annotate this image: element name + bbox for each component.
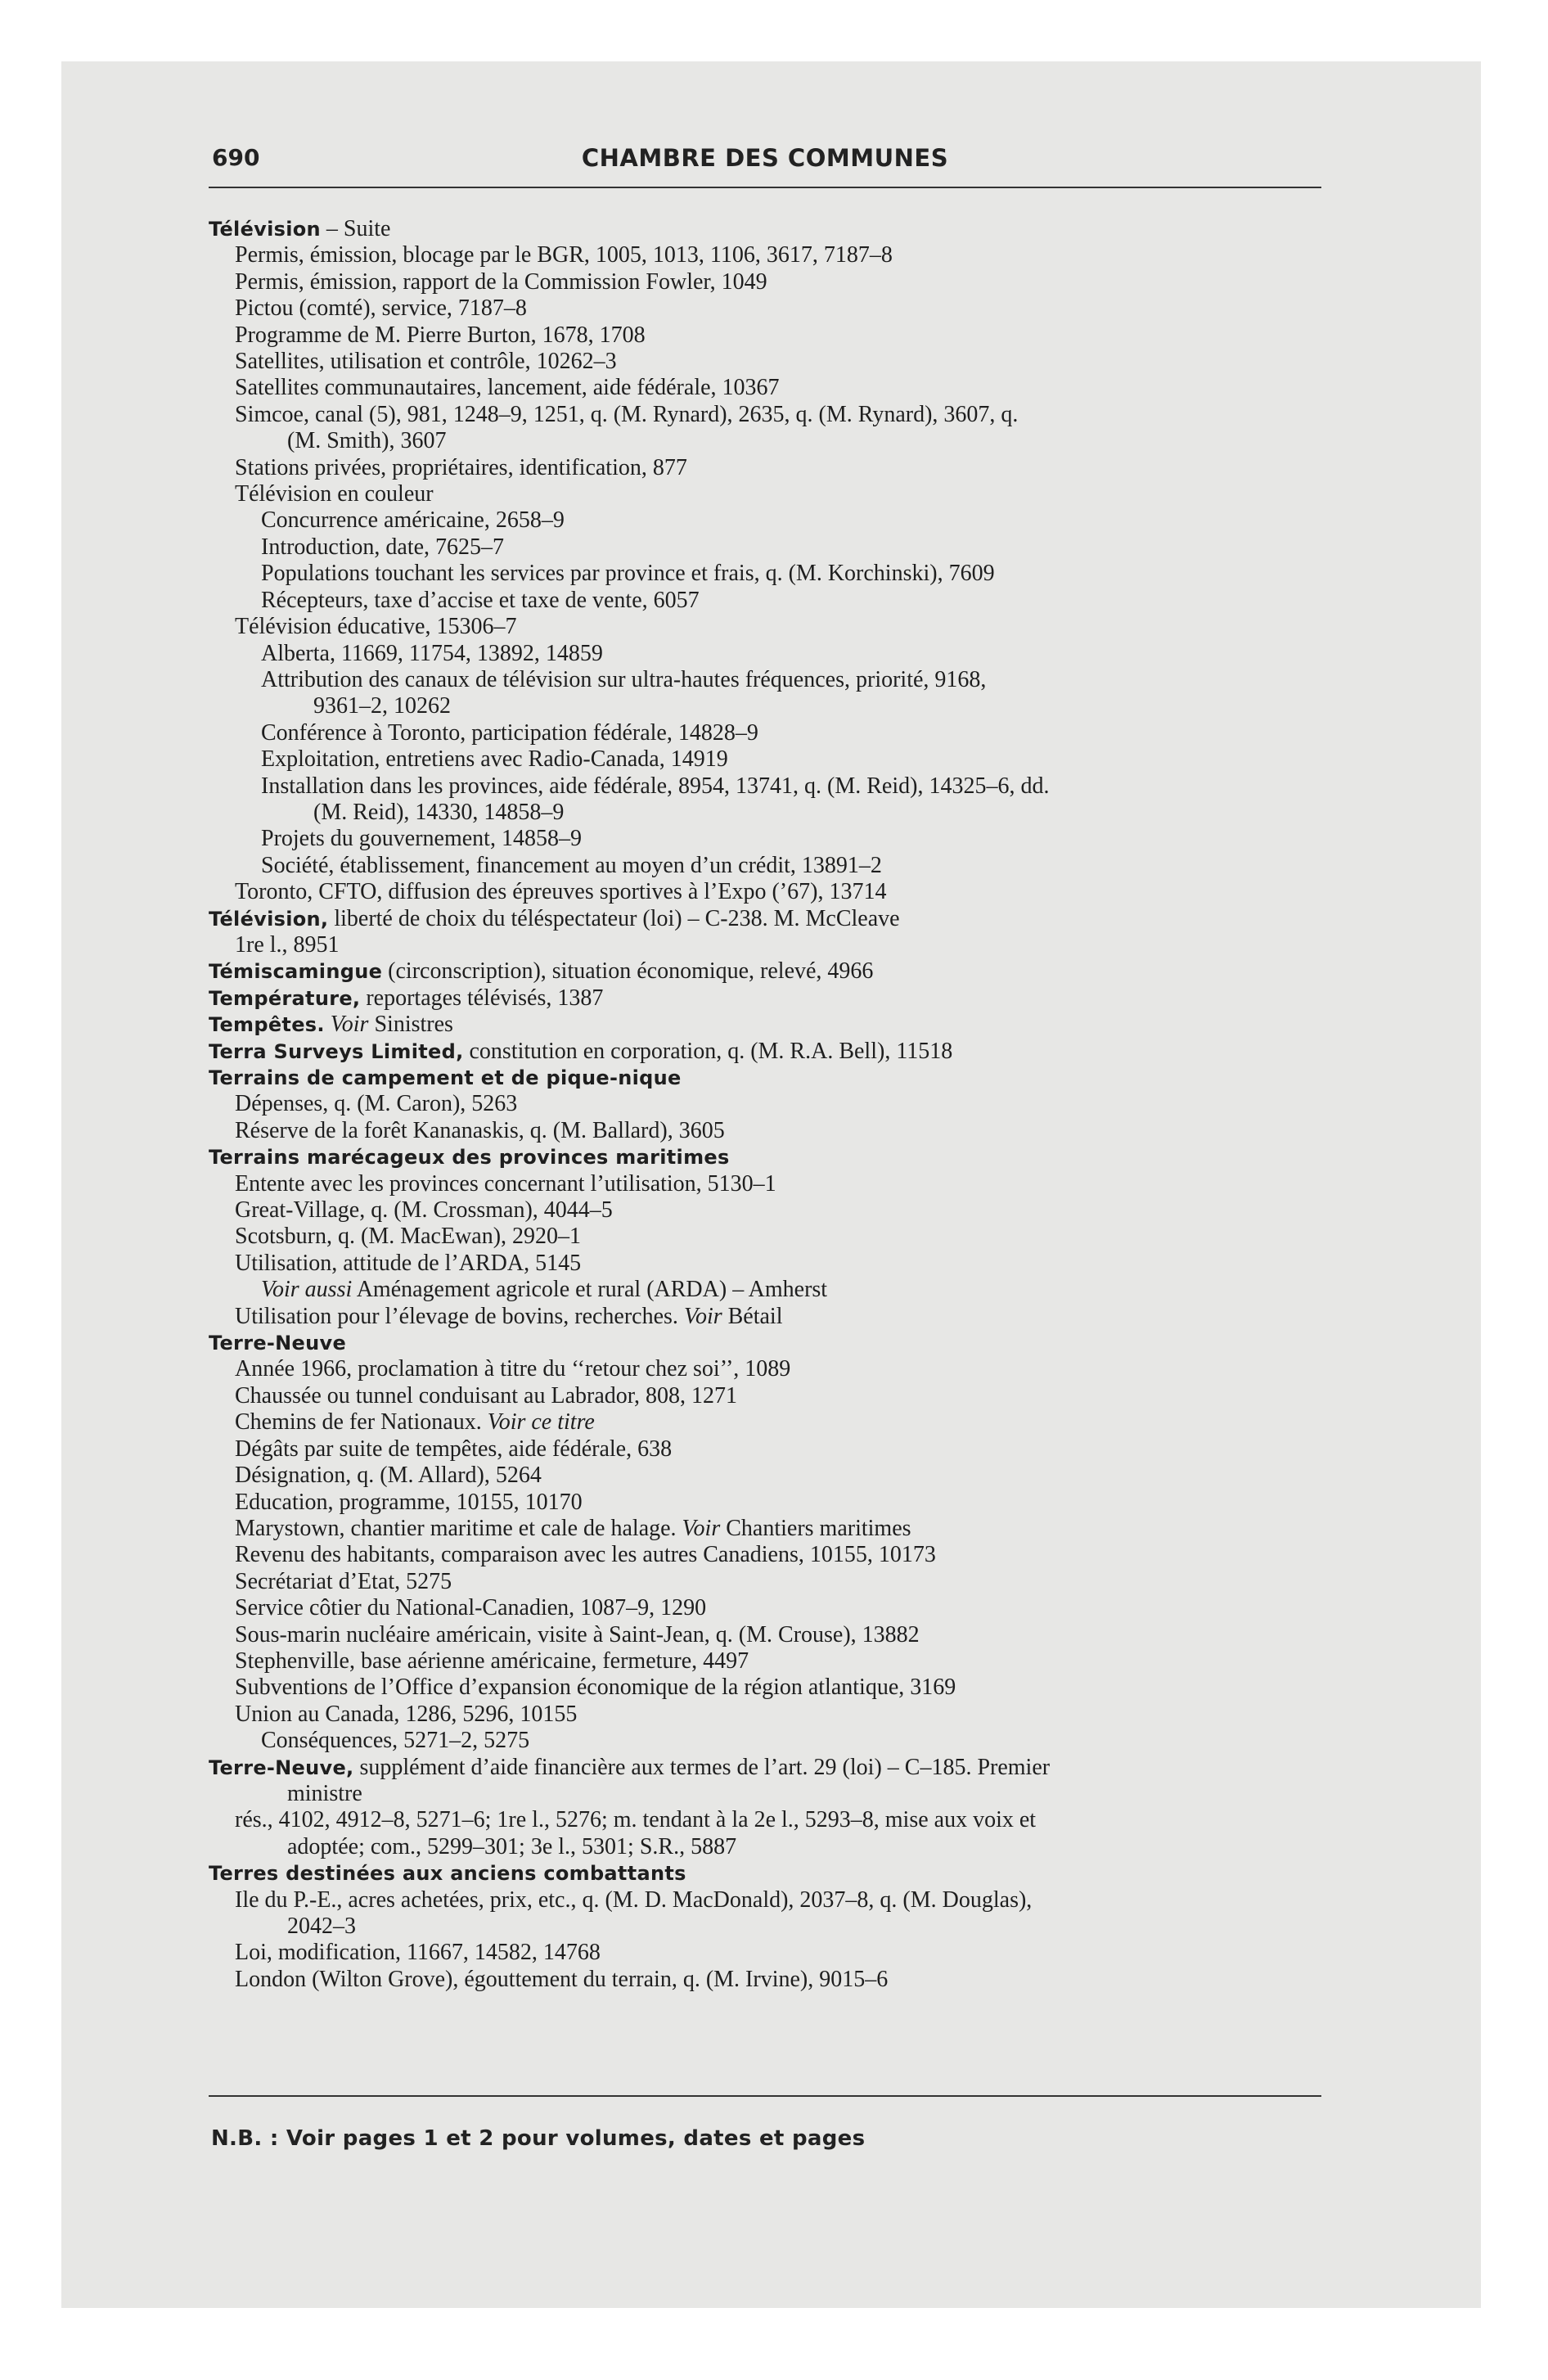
entry-text: Dépenses, q. (M. Caron), 5263: [235, 1091, 518, 1117]
index-entry-heading: [209, 985, 1321, 1012]
entry-text: Télévision en couleur: [235, 481, 434, 507]
index-subentry: [209, 746, 1321, 773]
index-subentry: [209, 879, 1321, 905]
cross-reference-italic: Voir aussi: [261, 1277, 353, 1303]
entry-text: London (Wilton Grove), égouttement du terrain, q. (M. Irvine), 9015–6: [235, 1966, 889, 1992]
entry-term: Terres destinées aux anciens combattants: [209, 1862, 686, 1886]
entry-text: Alberta, 11669, 11754, 13892, 14859: [261, 640, 603, 666]
index-subentry: [209, 1197, 1321, 1224]
entry-text: – Suite: [320, 216, 391, 241]
index-subentry: [209, 1728, 1321, 1754]
index-subentry: [209, 295, 1321, 322]
entry-text: Service côtier du National-Canadien, 1087–9, 1290: [235, 1595, 707, 1621]
cross-reference-italic: Voir: [330, 1012, 369, 1038]
entry-text: Loi, modification, 11667, 14582, 14768: [235, 1940, 601, 1966]
entry-text: Aménagement agricole et rural (ARDA) – Amherst: [352, 1277, 828, 1303]
entry-text: 1re l., 8951: [235, 931, 340, 958]
entry-text: Société, établissement, financement au moyen d’un crédit, 13891–2: [261, 852, 882, 878]
index-subentry: [209, 428, 1321, 454]
index-entries: [209, 216, 1321, 1993]
page-number: 690: [212, 144, 260, 171]
index-subentry: [209, 1781, 1321, 1807]
entry-term: Témiscamingue: [209, 960, 383, 984]
index-subentry: [209, 455, 1321, 481]
index-subentry: [209, 826, 1321, 852]
index-entry-heading: [209, 1860, 1321, 1886]
index-subentry: [209, 481, 1321, 507]
index-subentry: [209, 1463, 1321, 1489]
index-subentry: [209, 375, 1321, 401]
entry-term: Télévision,: [209, 907, 329, 931]
entry-text: Subventions de l’Office d’expansion économique de la région atlantique, 3169: [235, 1675, 956, 1701]
index-subentry: [209, 1595, 1321, 1621]
index-subentry: [209, 1940, 1321, 1966]
index-entry-heading: [209, 1065, 1321, 1091]
index-subentry: [209, 349, 1321, 375]
entry-text: Récepteurs, taxe d’accise et taxe de vente, 6057: [261, 587, 700, 613]
index-entry-heading: [209, 1012, 1321, 1038]
footer-rule: [209, 2095, 1321, 2097]
index-subentry: [209, 1807, 1321, 1833]
entry-text: 2042–3: [287, 1913, 356, 1939]
cross-reference-italic: Voir: [682, 1515, 721, 1541]
entry-text: Conséquences, 5271–2, 5275: [261, 1728, 530, 1754]
index-subentry: [209, 1887, 1321, 1913]
entry-text: Satellites communautaires, lancement, aide fédérale, 10367: [235, 375, 780, 401]
index-subentry: [209, 1967, 1321, 1993]
entry-text: Chemins de fer Nationaux.: [235, 1409, 488, 1436]
entry-text: Great-Village, q. (M. Crossman), 4044–5: [235, 1197, 613, 1224]
index-subentry: [209, 1516, 1321, 1542]
index-subentry: [209, 1490, 1321, 1516]
entry-term: Tempêtes.: [209, 1013, 325, 1037]
index-entry-heading: [209, 1330, 1321, 1356]
entry-text: Exploitation, entretiens avec Radio-Canada, 14919: [261, 746, 728, 773]
index-subentry: [209, 561, 1321, 587]
entry-text: Désignation, q. (M. Allard), 5264: [235, 1463, 542, 1489]
entry-text: Entente avec les provinces concernant l’utilisation, 5130–1: [235, 1170, 776, 1197]
index-subentry: [209, 534, 1321, 561]
index-subentry: [209, 1224, 1321, 1250]
entry-text: Télévision éducative, 15306–7: [235, 614, 517, 640]
cross-reference-italic: Voir ce titre: [487, 1409, 595, 1436]
entry-text: Satellites, utilisation et contrôle, 10262–3: [235, 349, 617, 375]
entry-text: Revenu des habitants, comparaison avec les autres Canadiens, 10155, 10173: [235, 1542, 936, 1568]
entry-text: Installation dans les provinces, aide fédérale, 8954, 13741, q. (M. Reid), 14325–6, dd.: [261, 773, 1050, 799]
entry-text: [325, 1012, 331, 1037]
index-subentry: [209, 1409, 1321, 1436]
index-subentry: [209, 1834, 1321, 1860]
entry-text: Projets du gouvernement, 14858–9: [261, 826, 582, 852]
index-page: [209, 139, 1321, 1993]
entry-text: Dégâts par suite de tempêtes, aide fédérale, 638: [235, 1436, 673, 1462]
entry-text: Permis, émission, rapport de la Commission Fowler, 1049: [235, 268, 767, 295]
cross-reference-italic: Voir: [683, 1303, 722, 1329]
index-subentry: [209, 641, 1321, 667]
index-entry-heading: [209, 958, 1321, 985]
entry-text: Pictou (comté), service, 7187–8: [235, 295, 527, 322]
index-subentry: [209, 1304, 1321, 1330]
entry-text: adoptée; com., 5299–301; 3e l., 5301; S.R., 5887: [287, 1833, 737, 1859]
index-subentry: [209, 773, 1321, 800]
entry-text: Secrétariat d’Etat, 5275: [235, 1568, 452, 1594]
index-subentry: [209, 588, 1321, 614]
entry-text: Stephenville, base aérienne américaine, fermeture, 4497: [235, 1648, 749, 1674]
index-entry-heading: [209, 1039, 1321, 1065]
index-subentry: [209, 402, 1321, 428]
index-entry-heading: [209, 216, 1321, 242]
entry-text: Conférence à Toronto, participation fédérale, 14828–9: [261, 719, 758, 746]
index-subentry: [209, 800, 1321, 826]
page-header: [209, 139, 1321, 187]
entry-text: rés., 4102, 4912–8, 5271–6; 1re l., 5276; m. tendant à la 2e l., 5293–8, mise aux voix et: [235, 1807, 1037, 1833]
entry-term: Terrains de campement et de pique-nique: [209, 1066, 682, 1089]
entry-term: Température,: [209, 986, 361, 1010]
entry-text: Scotsburn, q. (M. MacEwan), 2920–1: [235, 1224, 582, 1250]
entry-text: (M. Reid), 14330, 14858–9: [313, 799, 565, 825]
entry-text: Concurrence américaine, 2658–9: [261, 507, 565, 534]
index-subentry: [209, 1118, 1321, 1144]
index-subentry: [209, 667, 1321, 693]
entry-text: Réserve de la forêt Kananaskis, q. (M. Ballard), 3605: [235, 1117, 725, 1143]
index-entry-heading: [209, 906, 1321, 932]
entry-text: Stations privées, propriétaires, identification, 877: [235, 454, 687, 480]
index-subentry: [209, 614, 1321, 640]
entry-text: Populations touchant les services par province et frais, q. (M. Korchinski), 7609: [261, 561, 995, 587]
index-subentry: [209, 1675, 1321, 1701]
entry-text: Marystown, chantier maritime et cale de halage.: [235, 1515, 682, 1541]
entry-text: Attribution des canaux de télévision sur ultra-hautes fréquences, priorité, 9168,: [261, 666, 987, 692]
entry-text: constitution en corporation, q. (M. R.A. Bell), 11518: [463, 1038, 953, 1064]
index-subentry: [209, 1648, 1321, 1675]
index-subentry: [209, 1383, 1321, 1409]
footer-note: N.B. : Voir pages 1 et 2 pour volumes, dates et pages: [211, 2126, 866, 2151]
entry-term: Terra Surveys Limited,: [209, 1039, 464, 1063]
index-entry-heading: [209, 1755, 1321, 1781]
entry-text: 9361–2, 10262: [313, 693, 451, 719]
entry-text: liberté de choix du téléspectateur (loi) – C-238. M. McCleave: [328, 905, 900, 931]
entry-text: Sous-marin nucléaire américain, visite à Saint-Jean, q. (M. Crouse), 13882: [235, 1621, 920, 1648]
index-subentry: [209, 242, 1321, 268]
index-subentry: [209, 693, 1321, 719]
index-subentry: [209, 322, 1321, 349]
index-subentry: [209, 1251, 1321, 1277]
index-subentry: [209, 1569, 1321, 1595]
entry-text: Union au Canada, 1286, 5296, 10155: [235, 1701, 578, 1727]
entry-text: reportages télévisés, 1387: [360, 985, 604, 1011]
entry-text: supplément d’aide financière aux termes de l’art. 29 (loi) – C–185. Premier: [353, 1754, 1051, 1780]
index-subentry: [209, 507, 1321, 534]
index-subentry: [209, 1277, 1321, 1303]
entry-term: Terre-Neuve,: [209, 1756, 354, 1779]
index-subentry: [209, 1171, 1321, 1197]
index-subentry: [209, 269, 1321, 295]
index-subentry: [209, 1702, 1321, 1728]
index-subentry: [209, 1622, 1321, 1648]
entry-text: Education, programme, 10155, 10170: [235, 1489, 583, 1515]
entry-text: Chantiers maritimes: [720, 1515, 911, 1541]
entry-text: Utilisation pour l’élevage de bovins, recherches.: [235, 1303, 684, 1329]
entry-term: Terrains marécageux des provinces maritimes: [209, 1146, 730, 1170]
index-subentry: [209, 1913, 1321, 1940]
entry-text: (M. Smith), 3607: [287, 428, 447, 454]
entry-text: Programme de M. Pierre Burton, 1678, 1708: [235, 322, 646, 348]
entry-term: Télévision: [209, 218, 321, 241]
entry-text: Toronto, CFTO, diffusion des épreuves sportives à l’Expo (’67), 13714: [235, 879, 887, 905]
entry-text: Chaussée ou tunnel conduisant au Labrador, 808, 1271: [235, 1382, 737, 1409]
entry-text: Permis, émission, blocage par le BGR, 1005, 1013, 1106, 3617, 7187–8: [235, 242, 893, 268]
index-subentry: [209, 1091, 1321, 1117]
entry-text: ministre: [287, 1780, 362, 1806]
index-subentry: [209, 1436, 1321, 1463]
entry-text: Bétail: [722, 1303, 783, 1329]
entry-text: Ile du P.-E., acres achetées, prix, etc., q. (M. D. MacDonald), 2037–8, q. (M. Douglas),: [235, 1886, 1033, 1913]
entry-text: Utilisation, attitude de l’ARDA, 5145: [235, 1250, 582, 1276]
index-subentry: [209, 853, 1321, 879]
entry-term: Terre-Neuve: [209, 1332, 347, 1355]
header-rule: [209, 187, 1321, 188]
index-entry-heading: [209, 1144, 1321, 1170]
entry-text: Année 1966, proclamation à titre du ‘‘retour chez soi’’, 1089: [235, 1356, 791, 1382]
entry-text: (circonscription), situation économique, relevé, 4966: [382, 958, 874, 985]
entry-text: Sinistres: [368, 1012, 453, 1038]
index-subentry: [209, 1542, 1321, 1568]
entry-text: Introduction, date, 7625–7: [261, 534, 505, 560]
index-subentry: [209, 932, 1321, 958]
running-head: CHAMBRE DES COMMUNES: [581, 144, 949, 172]
index-subentry: [209, 720, 1321, 746]
entry-text: Simcoe, canal (5), 981, 1248–9, 1251, q. (M. Rynard), 2635, q. (M. Rynard), 3607, q.: [235, 401, 1019, 427]
index-subentry: [209, 1356, 1321, 1382]
